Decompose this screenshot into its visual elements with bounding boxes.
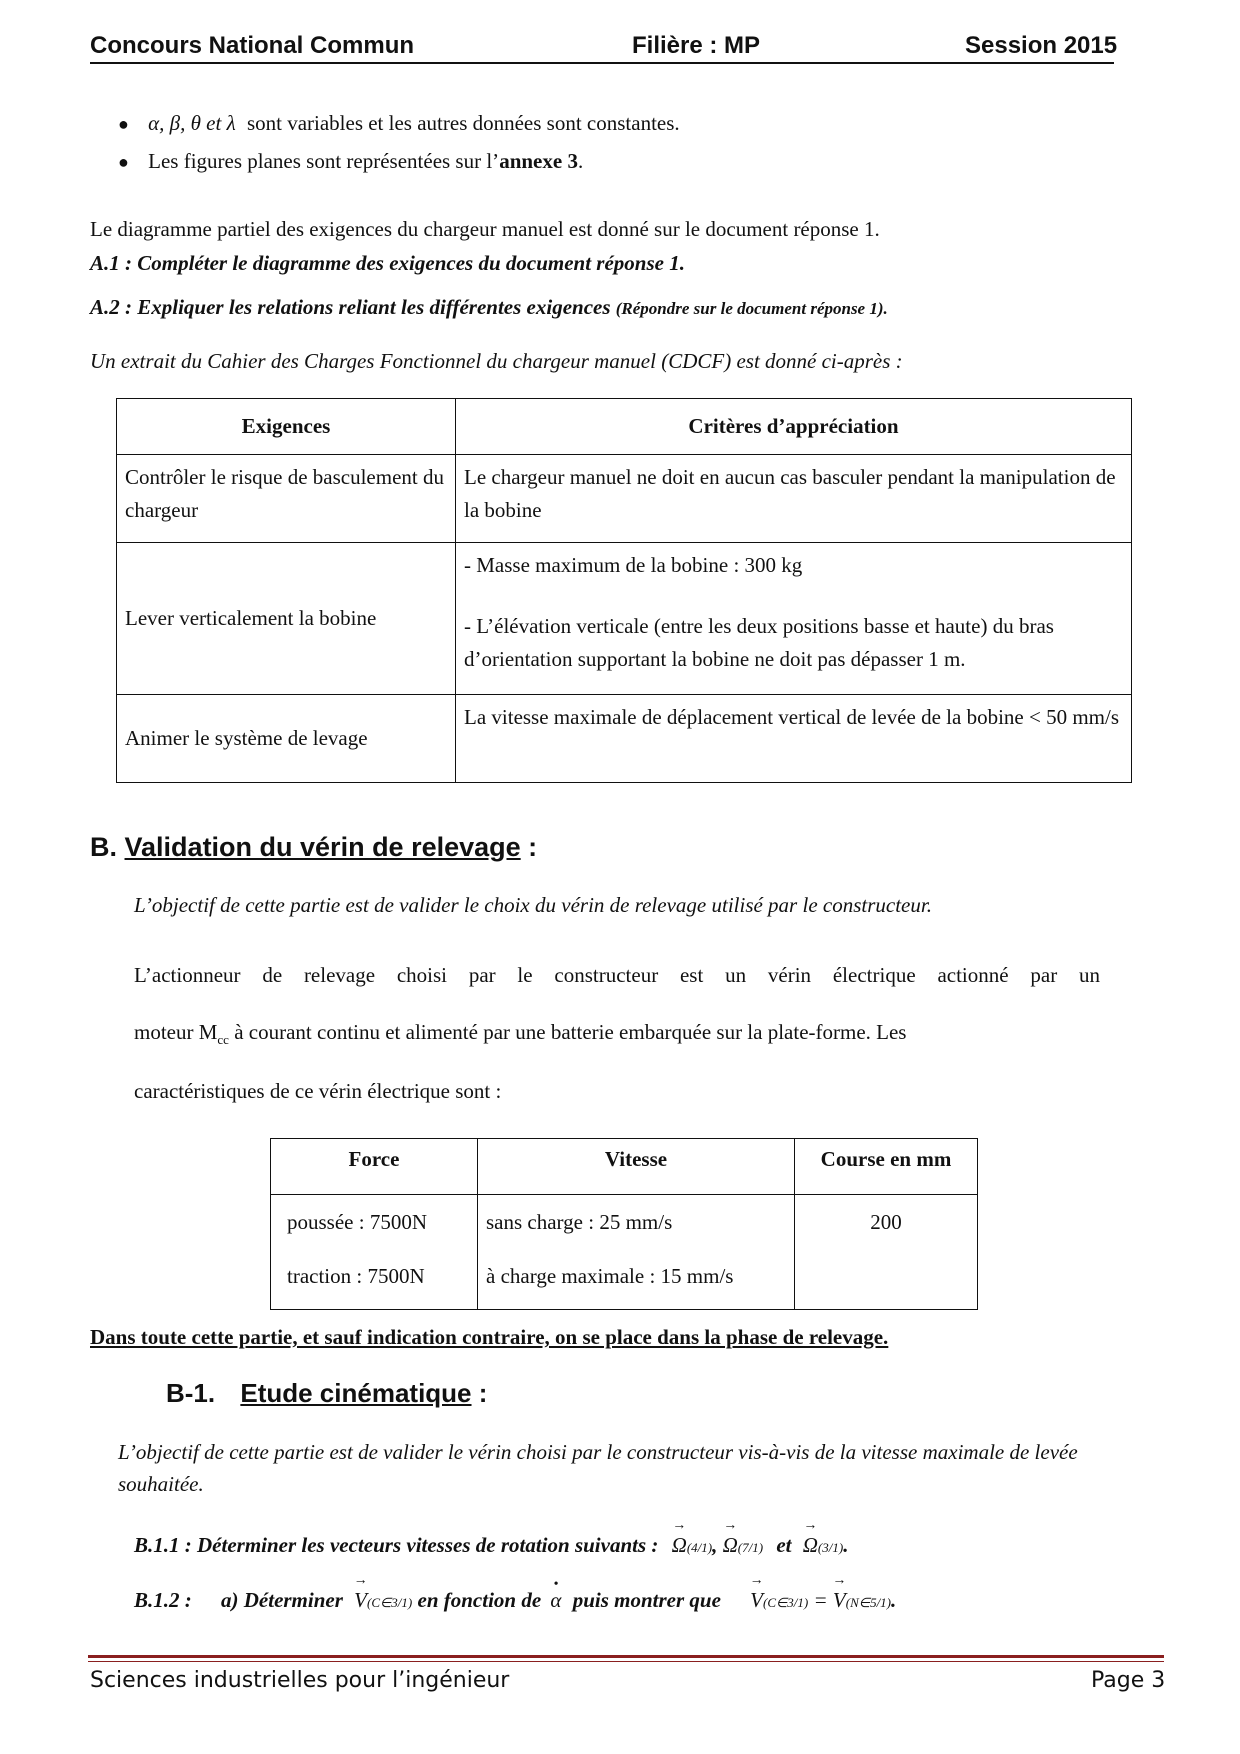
cdcf-r2-critere [456, 543, 1132, 695]
section-b1-title [166, 1378, 487, 1409]
bullet-2-annexe: annexe 3 [499, 149, 578, 173]
question-a2-text: A.2 : Expliquer les relations reliant les différentes exigences [90, 295, 611, 319]
question-b11: B.1.1 : Déterminer les vecteurs vitesses de rotation suivants : → Ω(4/1), → Ω(7/1) et → Ω(3/1). [134, 1518, 849, 1557]
omega-71-vector: → Ω [722, 1518, 738, 1557]
section-b-name: Validation du vérin de relevage [124, 832, 521, 862]
question-b12-a: a) Déterminer [221, 1588, 343, 1612]
verin-speed [478, 1195, 795, 1310]
section-b-p1: L’actionneur de relevage choisi par le constructeur est un vérin électrique actionné par un [134, 963, 1100, 987]
v-n51-symbol: V [832, 1588, 846, 1612]
section-b1-name: Etude cinématique [240, 1378, 472, 1408]
cdcf-intro: Un extrait du Cahier des Charges Fonctionnel du chargeur manuel (CDCF) est donné ci-après : [90, 349, 903, 373]
verin-header-force: Force [271, 1139, 478, 1195]
verin-header-vitesse: Vitesse [478, 1139, 795, 1195]
intro-text: Le diagramme partiel des exigences du chargeur manuel est donné sur le document réponse 1. [90, 217, 880, 241]
omega-31-sub: (3/1) [817, 1540, 844, 1555]
verin-speed-max-load: à charge maximale : 15 mm/s [486, 1264, 734, 1288]
section-b-p3: caractéristiques de ce vérin électrique sont : [134, 1079, 502, 1103]
verin-speed-no-load: sans charge : 25 mm/s [486, 1210, 673, 1234]
v-c31-sub-2: (C∈3/1) [762, 1595, 809, 1610]
footer-rule-thin [88, 1661, 1164, 1662]
section-b1-objective: L’objectif de cette partie est de valider le vérin choisi par le constructeur vis-à-vis de la vitesse maximale de levée souhaitée. [118, 1440, 1078, 1496]
phase-note: Dans toute cette partie, et sauf indication contraire, on se place dans la phase de relevage. [90, 1325, 889, 1349]
v-n51-vector: → V [832, 1573, 847, 1612]
header-rule [90, 62, 1114, 64]
omega-71-sub: (7/1) [737, 1540, 764, 1555]
cdcf-r2-exigence: Lever verticalement la bobine [117, 543, 456, 695]
omega-71-symbol: Ω [722, 1533, 738, 1557]
section-b-prefix: B. [90, 832, 117, 862]
section-b-p2-sub: cc [217, 1032, 229, 1048]
header-contest: Concours National Commun [90, 32, 415, 59]
cdcf-header-exigences: Exigences [117, 399, 456, 455]
cdcf-r1-exigence: Contrôler le risque de basculement du chargeur [117, 455, 456, 543]
verin-force-poussee: poussée : 7500N [287, 1210, 427, 1234]
omega-41-vector: → Ω [671, 1518, 687, 1557]
question-a2-note: (Répondre sur le document réponse 1). [615, 299, 888, 318]
v-n51-sub: (N∈5/1) [845, 1595, 892, 1610]
question-b12: B.1.2 : a) Déterminer → V(C∈3/1) en fonction de • α puis montrer que → V(C∈3/1) = → V(N∈5/1). [134, 1573, 897, 1612]
header-track: Filière : MP [632, 32, 761, 59]
question-b11-text: B.1.1 : Déterminer les vecteurs vitesses de rotation suivants : [134, 1533, 659, 1557]
cdcf-r3-exigence: Animer le système de levage [117, 695, 456, 783]
verin-table [270, 1138, 978, 1310]
verin-course: 200 [795, 1195, 978, 1310]
verin-header-course: Course en mm [795, 1139, 978, 1195]
section-b-p2-b: à courant continu et alimenté par une batterie embarquée sur la plate-forme. Les [228, 1020, 907, 1044]
v-c31-vector: → V [353, 1573, 368, 1612]
question-b12-b: en fonction de [417, 1588, 542, 1612]
section-b-colon: : [528, 832, 538, 862]
question-a2 [90, 294, 888, 322]
verin-force [271, 1195, 478, 1310]
alpha-symbol: α [550, 1588, 562, 1612]
cdcf-r2-critere-b: - L’élévation verticale (entre les deux positions basse et haute) du bras d’orientation supportant la bobine ne doit pas dépasser 1 m. [464, 614, 1054, 671]
bullet-1-vars: α, β, θ et λ [148, 111, 236, 135]
omega-41-sub: (4/1) [686, 1540, 713, 1555]
cdcf-table [116, 398, 1132, 783]
question-b12-c: puis montrer que [572, 1588, 721, 1612]
header-session: Session 2015 [965, 32, 1118, 59]
v-c31-vector-2: → V [749, 1573, 764, 1612]
omega-41-symbol: Ω [671, 1533, 687, 1557]
question-b12-label: B.1.2 : [134, 1588, 192, 1612]
bullet-1-text: sont variables et les autres données sont constantes. [246, 111, 680, 135]
cdcf-r1-critere: Le chargeur manuel ne doit en aucun cas basculer pendant la manipulation de la bobine [456, 455, 1132, 543]
cdcf-r2-critere-a: - Masse maximum de la bobine : 300 kg [464, 553, 803, 577]
alpha-dot: • α [550, 1577, 562, 1612]
question-b11-et: et [776, 1533, 792, 1557]
cdcf-header-criteres: Critères d’appréciation [456, 399, 1132, 455]
footer-subject: Sciences industrielles pour l’ingénieur [90, 1668, 510, 1693]
v-c31-symbol: V [354, 1588, 367, 1612]
bullet-2-text: Les figures planes sont représentées sur l’ [148, 149, 500, 173]
section-b1-number: B-1. [166, 1378, 216, 1408]
cdcf-r3-critere: La vitesse maximale de déplacement vertical de levée de la bobine < 50 mm/s [456, 695, 1132, 783]
section-b-title [90, 832, 537, 863]
omega-31-vector: → Ω [802, 1518, 818, 1557]
bullet-1: ● α, β, θ et λ sont variables et les autres données sont constantes. [118, 111, 680, 135]
section-b1-colon: : [478, 1378, 488, 1408]
question-a1: A.1 : Compléter le diagramme des exigences du document réponse 1. [90, 251, 685, 275]
v-c31-symbol-2: V [750, 1588, 763, 1612]
omega-31-symbol: Ω [802, 1533, 818, 1557]
bullet-2-end: . [577, 149, 584, 173]
v-c31-sub: (C∈3/1) [366, 1595, 413, 1610]
bullet-2: ● Les figures planes sont représentées sur l’annexe 3. [118, 149, 584, 173]
verin-force-traction: traction : 7500N [287, 1264, 425, 1288]
section-b-p2-a: moteur M [134, 1020, 218, 1044]
section-b-objective: L’objectif de cette partie est de valider le choix du vérin de relevage utilisé par le constructeur. [134, 893, 932, 917]
footer-page-number: Page 3 [1091, 1668, 1166, 1693]
section-b-p2 [134, 1019, 1100, 1053]
footer-rule-thick [88, 1655, 1164, 1658]
